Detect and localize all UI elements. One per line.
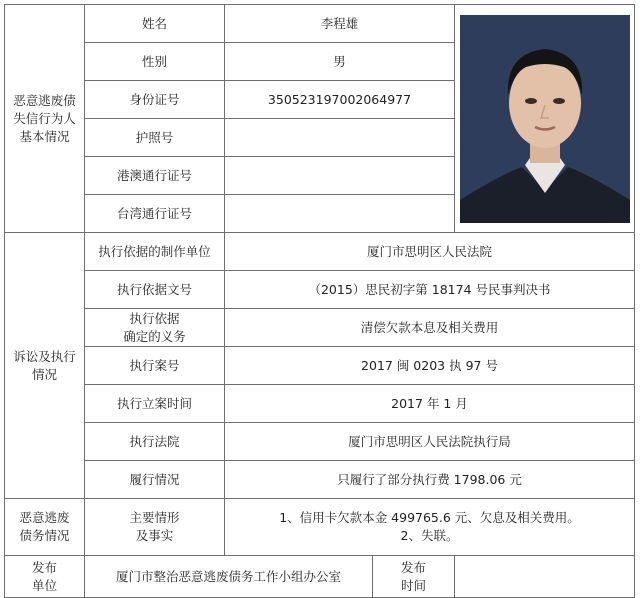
label-case-number: 执行案号 (85, 347, 225, 385)
portrait-icon (460, 15, 630, 223)
label-taiwan-permit: 台湾通行证号 (85, 195, 225, 233)
row-issuing-unit (5, 233, 635, 271)
row-court (5, 423, 635, 461)
label-name: 姓名 (85, 5, 225, 43)
label-debt-facts: 主要情形 及事实 (85, 499, 225, 556)
label-gender: 性别 (85, 43, 225, 81)
person-photo (460, 15, 630, 223)
section-basic-label: 恶意逃废债 失信行为人 基本情况 (5, 5, 85, 233)
row-debt-facts (5, 499, 635, 556)
label-obligation: 执行依据 确定的义务 (85, 309, 225, 347)
value-debt-facts: 1、信用卡欠款本金 499765.6 元、欠息及相关费用。 2、失联。 (225, 499, 635, 556)
value-taiwan-permit (225, 195, 455, 233)
debtor-info-table (4, 4, 635, 598)
label-id-number: 身份证号 (85, 81, 225, 119)
label-passport: 护照号 (85, 119, 225, 157)
value-passport (225, 119, 455, 157)
label-document-number: 执行依据文号 (85, 271, 225, 309)
label-performance: 履行情况 (85, 461, 225, 499)
value-name: 李程雄 (225, 5, 455, 43)
value-publisher: 厦门市整治恶意逃废债务工作小组办公室 (85, 556, 373, 598)
value-gender: 男 (225, 43, 455, 81)
row-case-number (5, 347, 635, 385)
section-litigation-label: 诉讼及执行 情况 (5, 233, 85, 499)
row-performance (5, 461, 635, 499)
row-name (5, 5, 635, 43)
value-performance: 只履行了部分执行费 1798.06 元 (225, 461, 635, 499)
label-issuing-unit: 执行依据的制作单位 (85, 233, 225, 271)
value-filing-date: 2017 年 1 月 (225, 385, 635, 423)
row-filing-date (5, 385, 635, 423)
photo-cell (455, 5, 635, 233)
label-publish-time: 发布 时间 (373, 556, 455, 598)
label-hk-macau-permit: 港澳通行证号 (85, 157, 225, 195)
value-id-number: 350523197002064977 (225, 81, 455, 119)
section-debt-label: 恶意逃废 债务情况 (5, 499, 85, 556)
label-publisher: 发布 单位 (5, 556, 85, 598)
value-issuing-unit: 厦门市思明区人民法院 (225, 233, 635, 271)
row-obligation (5, 309, 635, 347)
value-court: 厦门市思明区人民法院执行局 (225, 423, 635, 461)
value-obligation: 清偿欠款本息及相关费用 (225, 309, 635, 347)
value-document-number: （2015）思民初字第 18174 号民事判决书 (225, 271, 635, 309)
value-case-number: 2017 闽 0203 执 97 号 (225, 347, 635, 385)
row-document-number (5, 271, 635, 309)
label-filing-date: 执行立案时间 (85, 385, 225, 423)
label-court: 执行法院 (85, 423, 225, 461)
value-hk-macau-permit (225, 157, 455, 195)
row-publication (5, 556, 635, 598)
value-publish-time (455, 556, 635, 598)
